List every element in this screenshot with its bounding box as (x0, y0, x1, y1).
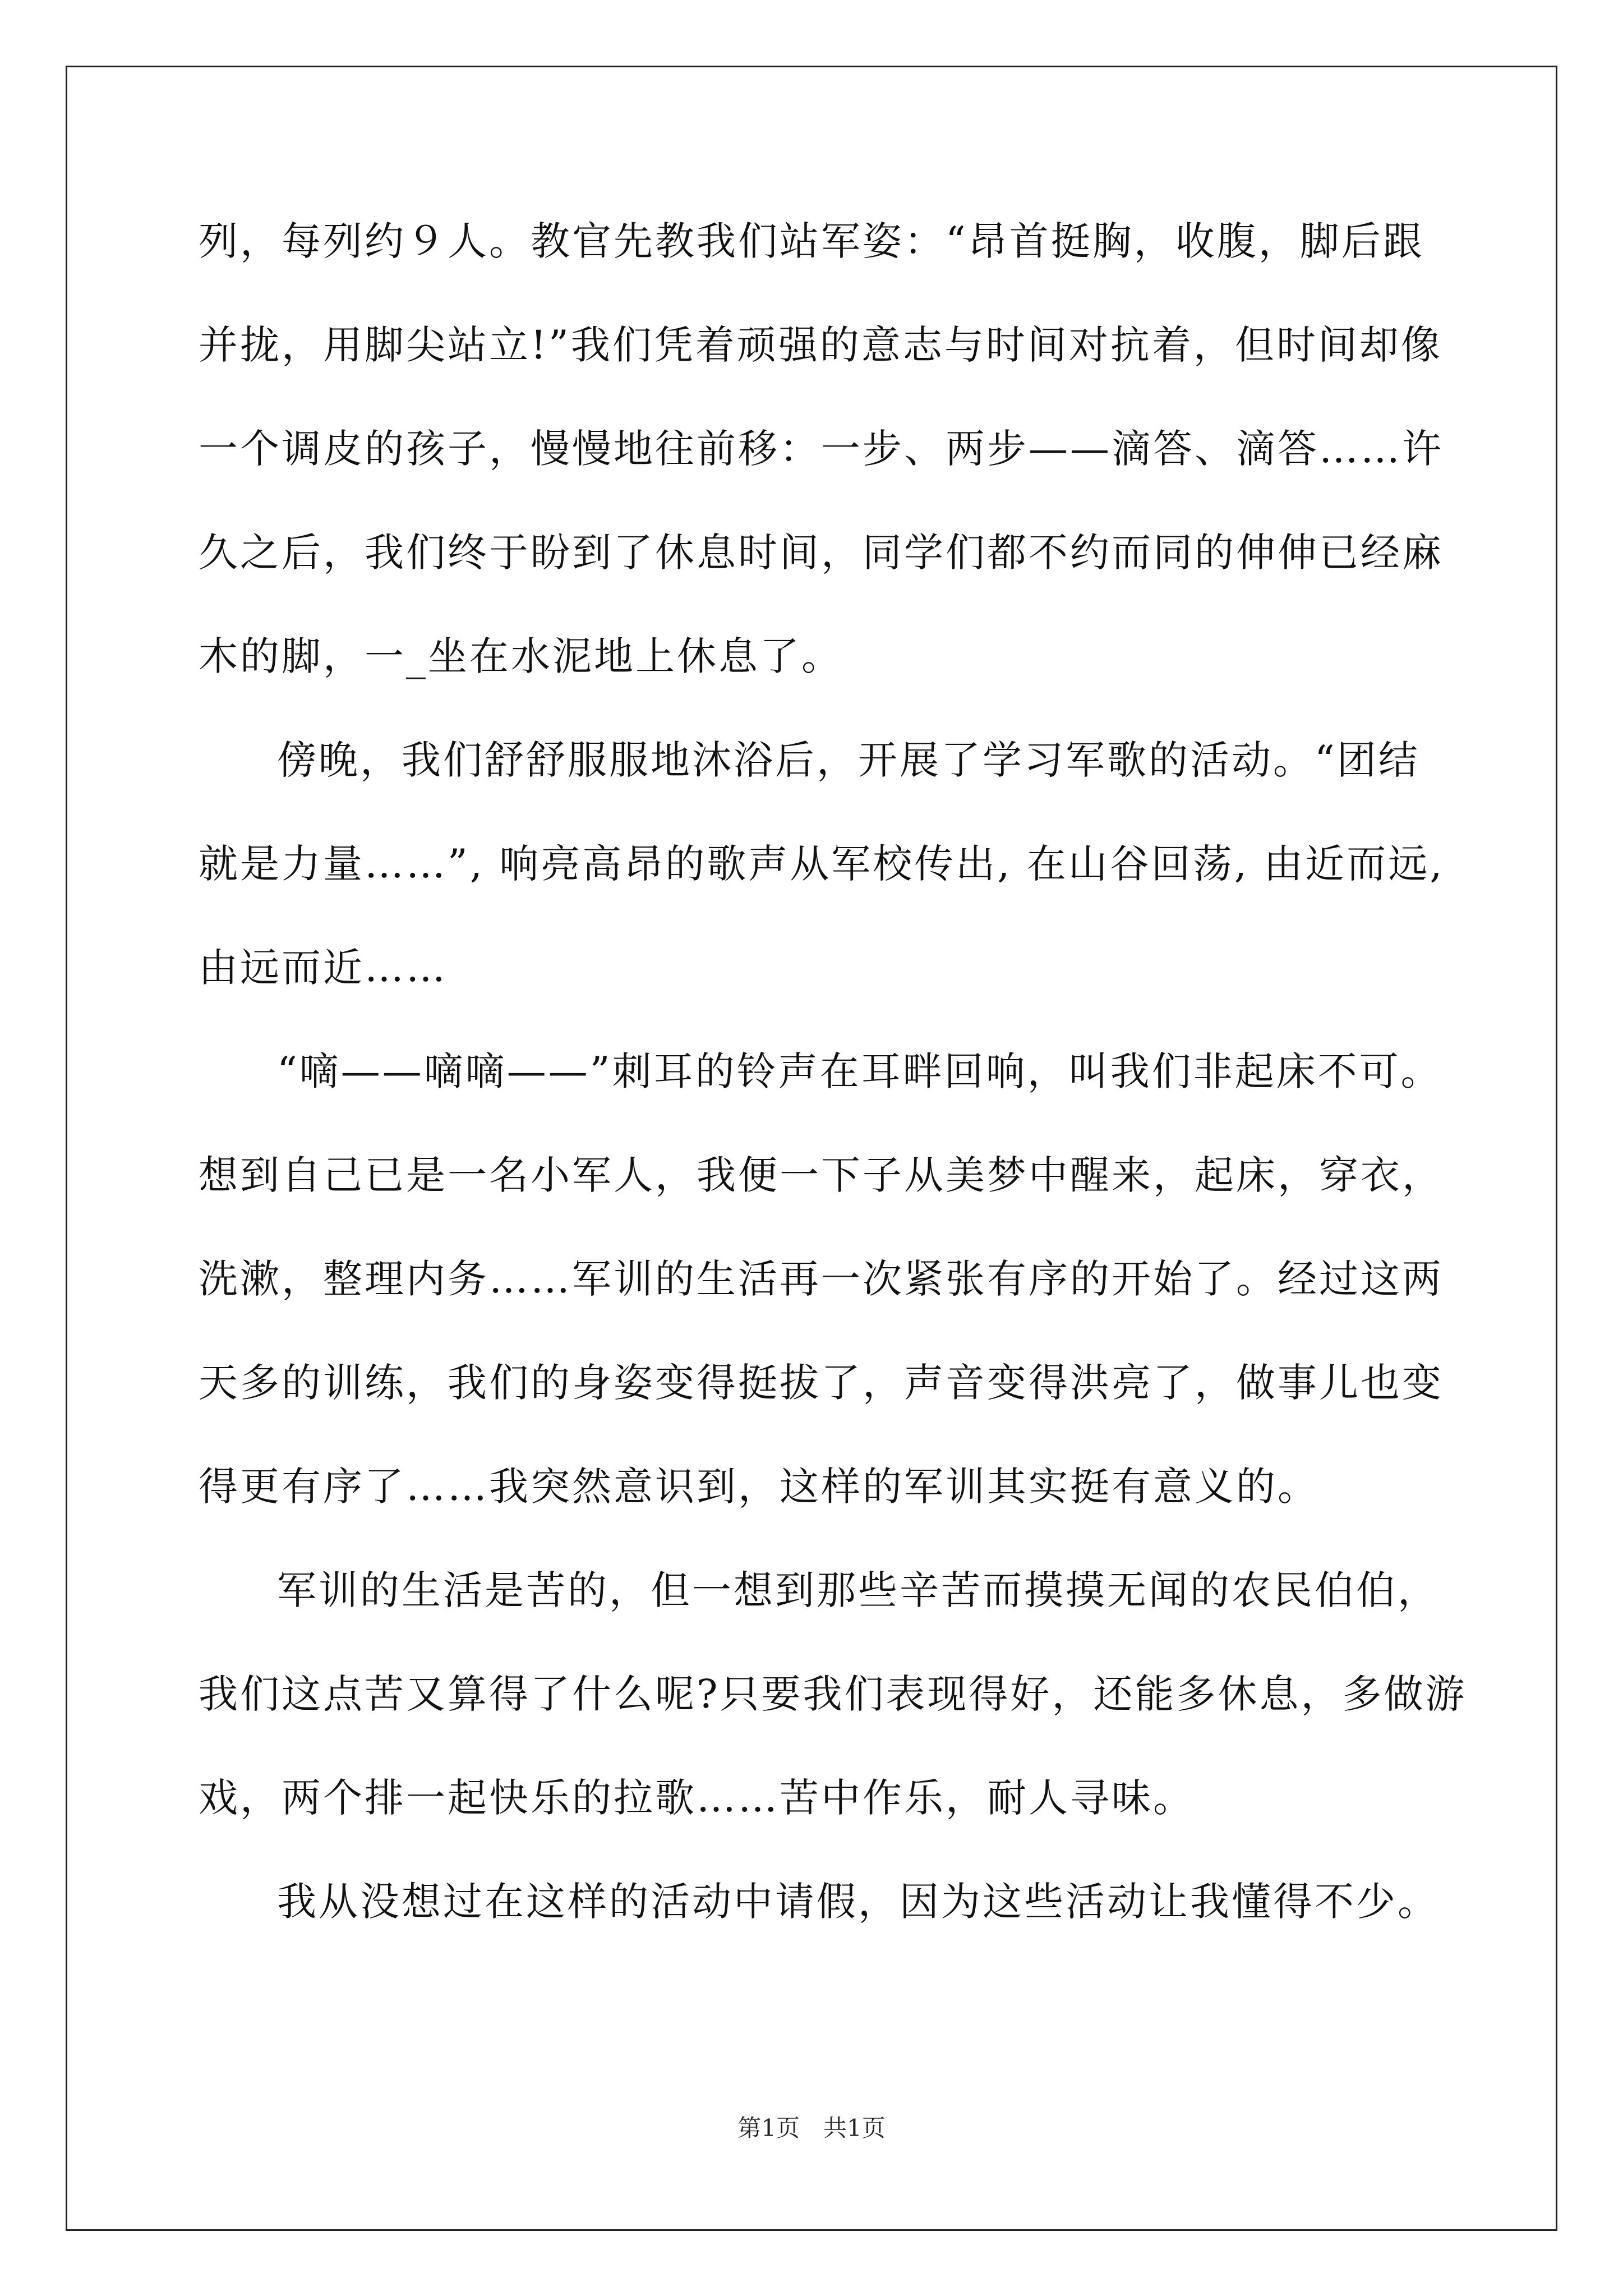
text-line: 想到自己已是一名小军人，我便一下子从美梦中醒来，起床，穿衣， (199, 1152, 1444, 1198)
text-line: 军训的生活是苦的，但一想到那些辛苦而摸摸无闻的农民伯伯， (277, 1567, 1439, 1613)
text-line: 一个调皮的孩子，慢慢地往前移：一步、两步——滴答、滴答……许 (199, 426, 1444, 472)
text-line: 久之后，我们终于盼到了休息时间，同学们都不约而同的伸伸已经麻 (199, 530, 1444, 576)
text-line: 洗漱，整理内务……军训的生活再一次紧张有序的开始了。经过这两 (199, 1256, 1444, 1302)
text-line: 得更有序了……我突然意识到，这样的军训其实挺有意义的。 (199, 1464, 1319, 1510)
text-line: 木的脚，一_坐在水泥地上休息了。 (199, 633, 843, 679)
text-line: 由远而近…… (199, 945, 448, 991)
text-line: 我们这点苦又算得了什么呢?只要我们表现得好，还能多休息，多做游 (199, 1671, 1467, 1717)
text-line: 就是力量……”, 响亮高昂的歌声从军校传出, 在山谷回荡, 由近而远, (199, 841, 1445, 887)
text-line: 天多的训练，我们的身姿变得挺拔了，声音变得洪亮了，做事儿也变 (199, 1360, 1444, 1406)
text-line: “嘀——嘀嘀——”刺耳的铃声在耳畔回响，叫我们非起床不可。 (277, 1048, 1442, 1094)
text-line: 戏，两个排一起快乐的拉歌……苦中作乐，耐人寻味。 (199, 1775, 1195, 1821)
text-line: 并拢，用脚尖站立!”我们凭着顽强的意志与时间对抗着，但时间却像 (199, 322, 1442, 368)
text-line: 列，每列约９人。教官先教我们站军姿：“昂首挺胸，收腹，脚后跟 (199, 218, 1424, 264)
text-line: 傍晚，我们舒舒服服地沐浴后，开展了学习军歌的活动。“团结 (277, 737, 1420, 783)
page-number-footer: 第1页 共1页 (737, 2114, 886, 2142)
text-line: 我从没想过在这样的活动中请假，因为这些活动让我懂得不少。 (277, 1879, 1439, 1925)
